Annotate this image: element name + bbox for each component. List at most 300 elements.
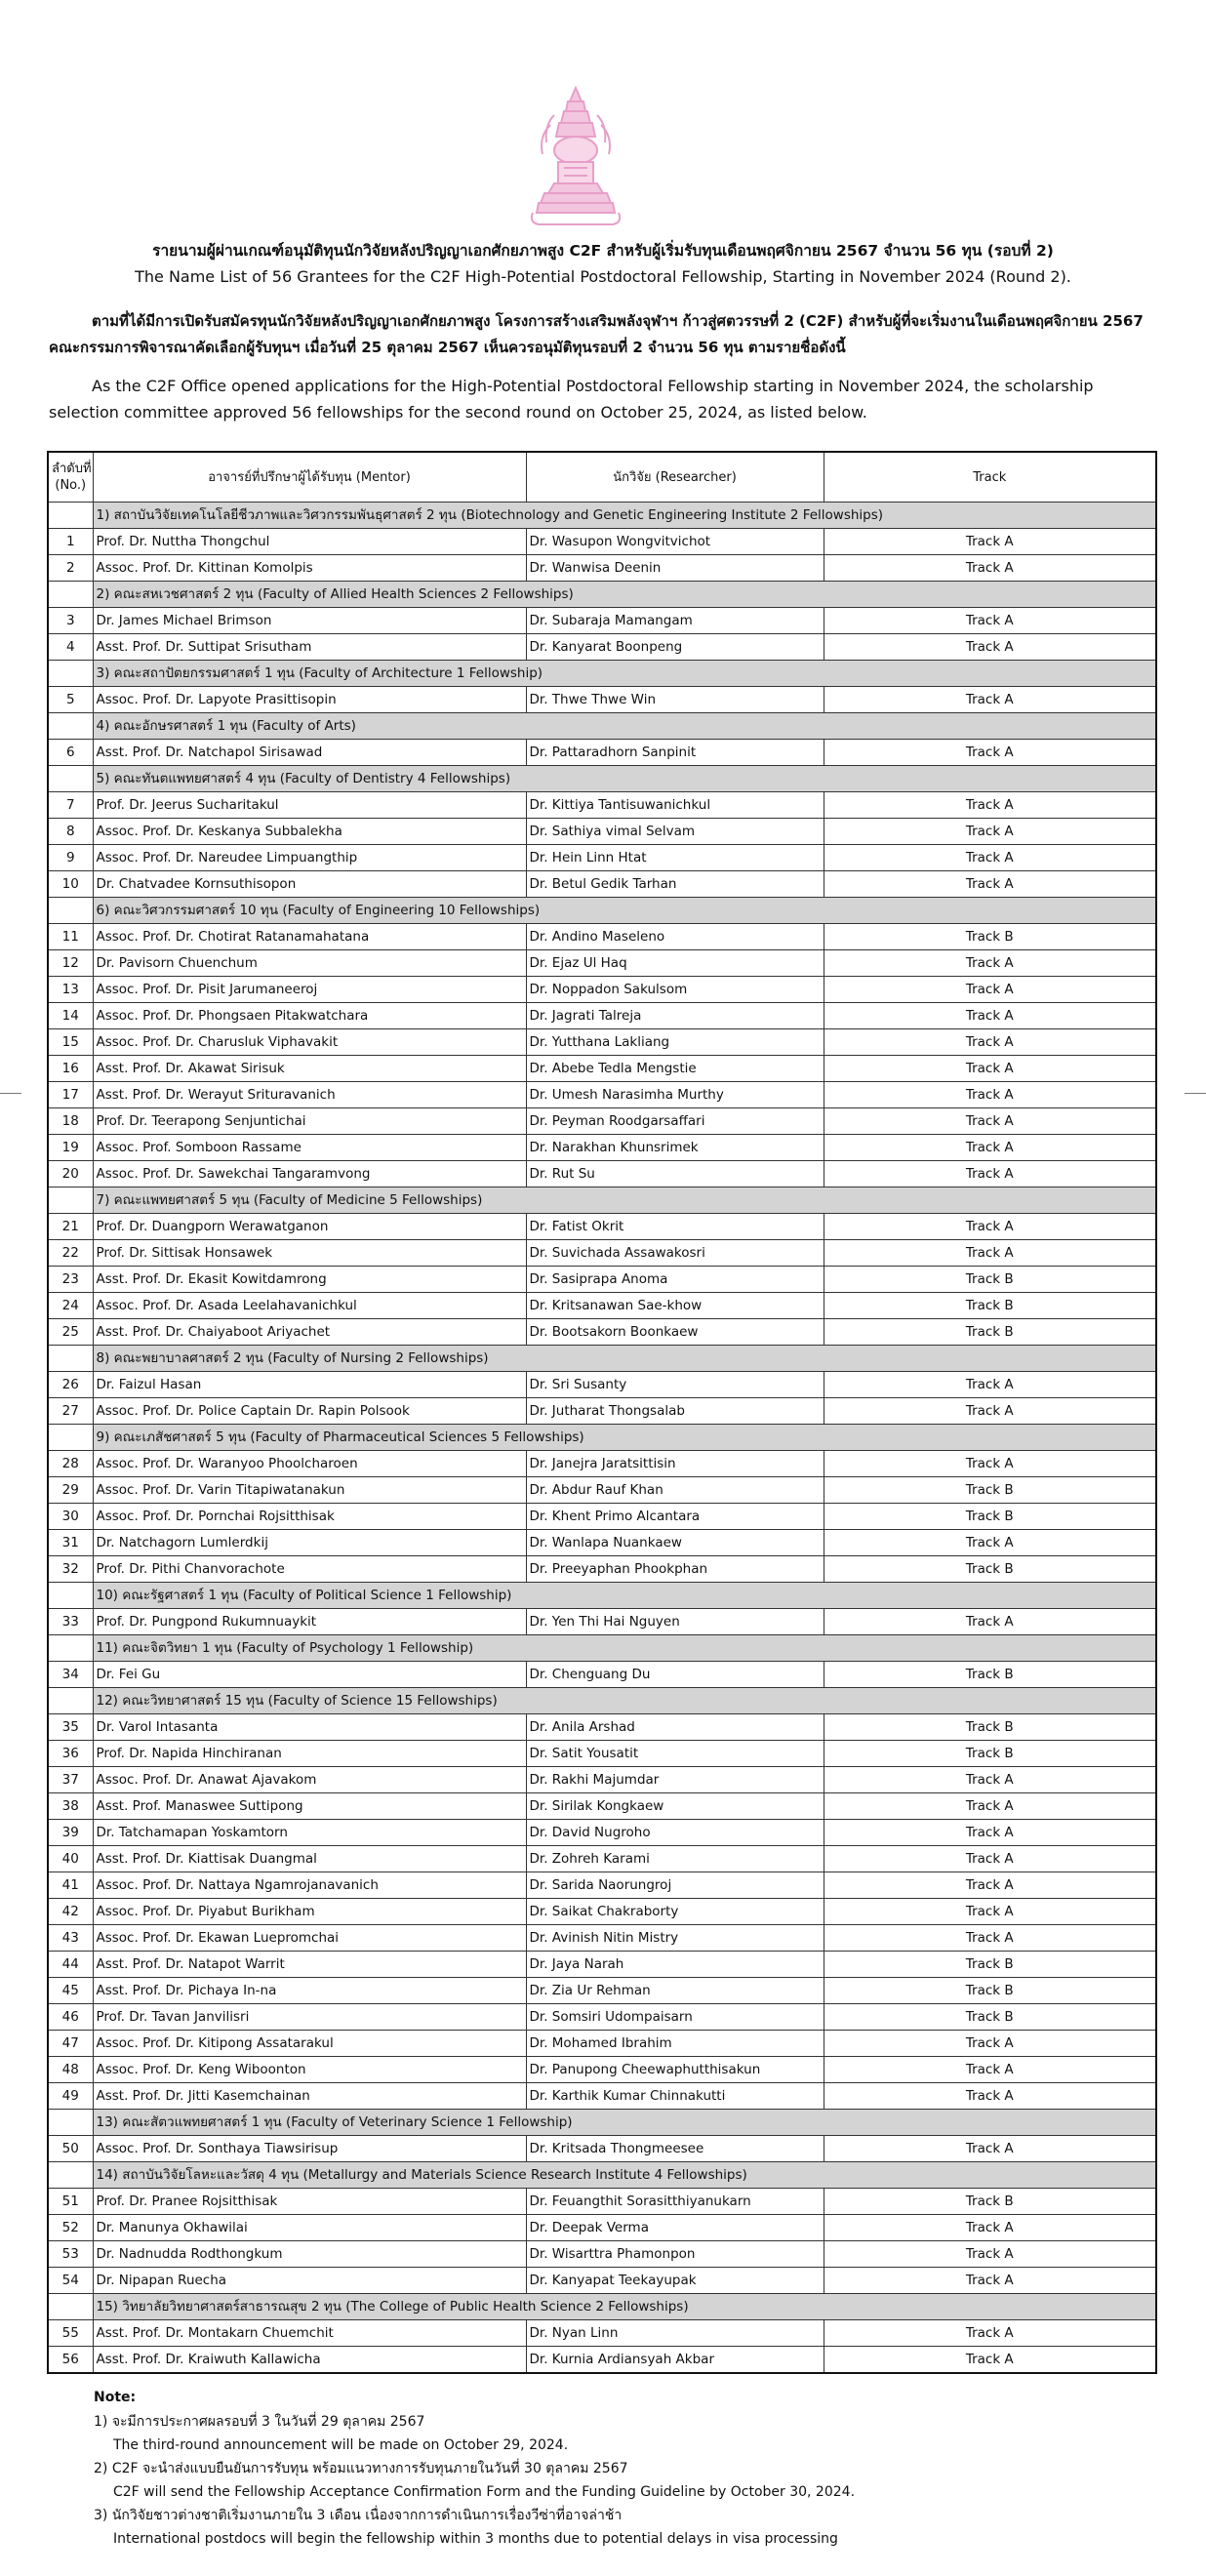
table-row xyxy=(48,1029,1156,1056)
track-value: Track A xyxy=(824,950,1156,977)
section-label: 11) คณะจิตวิทยา 1 ทุน (Faculty of Psychology 1 Fellowship) xyxy=(93,1635,1156,1662)
mentor-name: Asst. Prof. Dr. Jitti Kasemchainan xyxy=(93,2083,526,2110)
researcher-name: Dr. Rut Su xyxy=(526,1161,824,1187)
researcher-name: Dr. Sirilak Kongkaew xyxy=(526,1793,824,1820)
mentor-name: Assoc. Prof. Dr. Sonthaya Tiawsirisup xyxy=(93,2136,526,2162)
section-label: 13) คณะสัตวแพทยศาสตร์ 1 ทุน (Faculty of Veterinary Science 1 Fellowship) xyxy=(93,2110,1156,2136)
track-value: Track A xyxy=(824,1925,1156,1952)
track-value: Track B xyxy=(824,1293,1156,1319)
track-value: Track A xyxy=(824,871,1156,898)
table-row xyxy=(48,1741,1156,1767)
grantees-table xyxy=(47,451,1157,2374)
table-row xyxy=(48,1056,1156,1082)
mentor-name: Assoc. Prof. Somboon Rassame xyxy=(93,1135,526,1161)
table-header-row xyxy=(48,452,1156,503)
mentor-name: Assoc. Prof. Dr. Phongsaen Pitakwatchara xyxy=(93,1003,526,1029)
section-row xyxy=(48,661,1156,687)
section-row xyxy=(48,1583,1156,1609)
table-row xyxy=(48,1609,1156,1635)
row-number: 49 xyxy=(48,2083,93,2110)
researcher-name: Dr. Noppadon Sakulsom xyxy=(526,977,824,1003)
researcher-name: Dr. Preeyaphan Phookphan xyxy=(526,1556,824,1583)
researcher-name: Dr. Janejra Jaratsittisin xyxy=(526,1451,824,1477)
mentor-name: Assoc. Prof. Dr. Nattaya Ngamrojanavanich xyxy=(93,1872,526,1899)
row-number: 4 xyxy=(48,634,93,661)
mentor-name: Assoc. Prof. Dr. Police Captain Dr. Rapin Polsook xyxy=(93,1398,526,1425)
row-number: 50 xyxy=(48,2136,93,2162)
track-value: Track A xyxy=(824,555,1156,582)
table-row xyxy=(48,2083,1156,2110)
row-number: 25 xyxy=(48,1319,93,1346)
track-value: Track B xyxy=(824,2004,1156,2031)
track-value: Track A xyxy=(824,2241,1156,2268)
table-row xyxy=(48,1714,1156,1741)
track-value: Track A xyxy=(824,2057,1156,2083)
researcher-name: Dr. David Nugroho xyxy=(526,1820,824,1846)
table-row xyxy=(48,1978,1156,2004)
row-number: 9 xyxy=(48,845,93,871)
table-row xyxy=(48,2057,1156,2083)
row-number: 17 xyxy=(48,1082,93,1108)
header-no-thai: ลำดับที่ xyxy=(52,462,92,476)
table-row xyxy=(48,1530,1156,1556)
row-number: 34 xyxy=(48,1662,93,1688)
row-number: 14 xyxy=(48,1003,93,1029)
table-row xyxy=(48,1820,1156,1846)
mentor-name: Asst. Prof. Dr. Pichaya In-na xyxy=(93,1978,526,2004)
track-value: Track A xyxy=(824,1767,1156,1793)
track-value: Track B xyxy=(824,1504,1156,1530)
track-value: Track A xyxy=(824,1451,1156,1477)
section-label: 3) คณะสถาปัตยกรรมศาสตร์ 1 ทุน (Faculty of Architecture 1 Fellowship) xyxy=(93,661,1156,687)
row-number: 38 xyxy=(48,1793,93,1820)
table-row xyxy=(48,2004,1156,2031)
section-label: 1) สถาบันวิจัยเทคโนโลยีชีวภาพและวิศวกรรมพันธุศาสตร์ 2 ทุน (Biotechnology and Genetic Engineering Institute 2 Fellowships) xyxy=(93,503,1156,529)
notes-block xyxy=(94,2385,1069,2551)
row-number: 13 xyxy=(48,977,93,1003)
table-row xyxy=(48,1319,1156,1346)
mentor-name: Asst. Prof. Dr. Montakarn Chuemchit xyxy=(93,2320,526,2347)
table-row xyxy=(48,2136,1156,2162)
mentor-name: Asst. Prof. Dr. Natchapol Sirisawad xyxy=(93,740,526,766)
mentor-name: Assoc. Prof. Dr. Piyabut Burikham xyxy=(93,1899,526,1925)
row-number: 52 xyxy=(48,2215,93,2241)
table-row xyxy=(48,740,1156,766)
mentor-name: Prof. Dr. Nuttha Thongchul xyxy=(93,529,526,555)
mentor-name: Dr. Manunya Okhawilai xyxy=(93,2215,526,2241)
mentor-name: Prof. Dr. Pungpond Rukumnuaykit xyxy=(93,1609,526,1635)
row-number: 6 xyxy=(48,740,93,766)
section-number-cell xyxy=(48,1688,93,1714)
table-row xyxy=(48,1398,1156,1425)
row-number: 40 xyxy=(48,1846,93,1872)
row-number: 42 xyxy=(48,1899,93,1925)
track-value: Track A xyxy=(824,608,1156,634)
table-row xyxy=(48,1767,1156,1793)
mentor-name: Assoc. Prof. Dr. Keng Wiboonton xyxy=(93,2057,526,2083)
researcher-name: Dr. Narakhan Khunsrimek xyxy=(526,1135,824,1161)
researcher-name: Dr. Fatist Okrit xyxy=(526,1214,824,1240)
table-row xyxy=(48,1872,1156,1899)
track-value: Track A xyxy=(824,2031,1156,2057)
table-row xyxy=(48,1925,1156,1952)
researcher-name: Dr. Somsiri Udompaisarn xyxy=(526,2004,824,2031)
table-row xyxy=(48,1108,1156,1135)
section-label: 7) คณะแพทยศาสตร์ 5 ทุน (Faculty of Medicine 5 Fellowships) xyxy=(93,1187,1156,1214)
track-value: Track A xyxy=(824,1872,1156,1899)
row-number: 31 xyxy=(48,1530,93,1556)
table-row xyxy=(48,1003,1156,1029)
track-value: Track A xyxy=(824,1609,1156,1635)
row-number: 44 xyxy=(48,1952,93,1978)
row-number: 5 xyxy=(48,687,93,713)
mentor-name: Asst. Prof. Dr. Kraiwuth Kallawicha xyxy=(93,2347,526,2374)
mentor-name: Assoc. Prof. Dr. Kitipong Assatarakul xyxy=(93,2031,526,2057)
researcher-name: Dr. Sasiprapa Anoma xyxy=(526,1267,824,1293)
researcher-name: Dr. Abebe Tedla Mengstie xyxy=(526,1056,824,1082)
row-number: 27 xyxy=(48,1398,93,1425)
row-number: 33 xyxy=(48,1609,93,1635)
grantees-table-body xyxy=(48,503,1156,2374)
researcher-name: Dr. Satit Yousatit xyxy=(526,1741,824,1767)
intro-thai: ตามที่ได้มีการเปิดรับสมัครทุนนักวิจัยหลังปริญญาเอกศักยภาพสูง โครงการสร้างเสริมพลังจุฬาฯ ก้าวสู่ศตวรรษที่ 2 (C2F) สำหรับผู้ที่จะเริ่มงานในเดือนพฤศจิกายน 2567 คณะกรรมการพิจารณาคัดเลือกผู้รับทุนฯ เมื่อวันที่ 25 ตุลาคม 2567 เห็นควรอนุมัติทุนรอบที่ 2 จำนวน 56 ทุน ตามรายชื่อดังนี้ xyxy=(49,312,1144,356)
track-value: Track A xyxy=(824,977,1156,1003)
section-number-cell xyxy=(48,582,93,608)
track-value: Track A xyxy=(824,1530,1156,1556)
mentor-name: Dr. Chatvadee Kornsuthisopon xyxy=(93,871,526,898)
section-row xyxy=(48,1187,1156,1214)
row-number: 26 xyxy=(48,1372,93,1398)
table-row xyxy=(48,2215,1156,2241)
section-number-cell xyxy=(48,1635,93,1662)
track-value: Track B xyxy=(824,1267,1156,1293)
mentor-name: Assoc. Prof. Dr. Keskanya Subbalekha xyxy=(93,819,526,845)
section-label: 14) สถาบันวิจัยโลหะและวัสดุ 4 ทุน (Metallurgy and Materials Science Research Institute 4 Fellowships) xyxy=(93,2162,1156,2189)
researcher-name: Dr. Feuangthit Sorasitthiyanukarn xyxy=(526,2189,824,2215)
row-number: 2 xyxy=(48,555,93,582)
header-no-english: (No.) xyxy=(55,478,87,493)
track-value: Track B xyxy=(824,1714,1156,1741)
row-number: 21 xyxy=(48,1214,93,1240)
row-number: 7 xyxy=(48,792,93,819)
researcher-name: Dr. Jaya Narah xyxy=(526,1952,824,1978)
row-number: 3 xyxy=(48,608,93,634)
track-value: Track B xyxy=(824,1952,1156,1978)
table-row xyxy=(48,687,1156,713)
section-row xyxy=(48,713,1156,740)
mentor-name: Prof. Dr. Sittisak Honsawek xyxy=(93,1240,526,1267)
mentor-name: Prof. Dr. Pithi Chanvorachote xyxy=(93,1556,526,1583)
mentor-name: Assoc. Prof. Dr. Asada Leelahavanichkul xyxy=(93,1293,526,1319)
researcher-name: Dr. Pattaradhorn Sanpinit xyxy=(526,740,824,766)
track-value: Track B xyxy=(824,924,1156,950)
table-row xyxy=(48,634,1156,661)
mentor-name: Asst. Prof. Manaswee Suttipong xyxy=(93,1793,526,1820)
section-label: 12) คณะวิทยาศาสตร์ 15 ทุน (Faculty of Science 15 Fellowships) xyxy=(93,1688,1156,1714)
mentor-name: Assoc. Prof. Dr. Varin Titapiwatanakun xyxy=(93,1477,526,1504)
mentor-name: Assoc. Prof. Dr. Chotirat Ratanamahatana xyxy=(93,924,526,950)
mentor-name: Assoc. Prof. Dr. Kittinan Komolpis xyxy=(93,555,526,582)
table-row xyxy=(48,1846,1156,1872)
researcher-name: Dr. Wisarttra Phamonpon xyxy=(526,2241,824,2268)
mentor-name: Prof. Dr. Duangporn Werawatganon xyxy=(93,1214,526,1240)
section-label: 6) คณะวิศวกรรมศาสตร์ 10 ทุน (Faculty of Engineering 10 Fellowships) xyxy=(93,898,1156,924)
row-number: 41 xyxy=(48,1872,93,1899)
table-row xyxy=(48,924,1156,950)
researcher-name: Dr. Kanyapat Teekayupak xyxy=(526,2268,824,2294)
track-value: Track A xyxy=(824,1214,1156,1240)
track-value: Track B xyxy=(824,1556,1156,1583)
researcher-name: Dr. Sri Susanty xyxy=(526,1372,824,1398)
table-row xyxy=(48,977,1156,1003)
track-value: Track A xyxy=(824,2347,1156,2374)
researcher-name: Dr. Andino Maseleno xyxy=(526,924,824,950)
researcher-name: Dr. Mohamed Ibrahim xyxy=(526,2031,824,2057)
table-row xyxy=(48,1267,1156,1293)
row-number: 30 xyxy=(48,1504,93,1530)
table-row xyxy=(48,2268,1156,2294)
section-number-cell xyxy=(48,2162,93,2189)
section-row xyxy=(48,898,1156,924)
mentor-name: Assoc. Prof. Dr. Lapyote Prasittisopin xyxy=(93,687,526,713)
section-label: 4) คณะอักษรศาสตร์ 1 ทุน (Faculty of Arts) xyxy=(93,713,1156,740)
table-row xyxy=(48,1372,1156,1398)
section-label: 10) คณะรัฐศาสตร์ 1 ทุน (Faculty of Political Science 1 Fellowship) xyxy=(93,1583,1156,1609)
section-number-cell xyxy=(48,2294,93,2320)
university-emblem-icon xyxy=(525,86,626,228)
track-value: Track A xyxy=(824,1082,1156,1108)
track-value: Track A xyxy=(824,1161,1156,1187)
row-number: 54 xyxy=(48,2268,93,2294)
mentor-name: Dr. Nipapan Ruecha xyxy=(93,2268,526,2294)
track-value: Track B xyxy=(824,1477,1156,1504)
mentor-name: Dr. Natchagorn Lumlerdkij xyxy=(93,1530,526,1556)
researcher-name: Dr. Deepak Verma xyxy=(526,2215,824,2241)
researcher-name: Dr. Yen Thi Hai Nguyen xyxy=(526,1609,824,1635)
left-margin-mark xyxy=(0,1093,21,1094)
table-row xyxy=(48,792,1156,819)
researcher-name: Dr. Nyan Linn xyxy=(526,2320,824,2347)
table-row xyxy=(48,950,1156,977)
researcher-name: Dr. Umesh Narasimha Murthy xyxy=(526,1082,824,1108)
note-2-english: C2F will send the Fellowship Acceptance Confirmation Form and the Funding Guideline by October 30, 2024. xyxy=(113,2484,856,2500)
note-3-english: International postdocs will begin the fellowship within 3 months due to potential delays in visa processing xyxy=(113,2531,838,2547)
section-row xyxy=(48,2110,1156,2136)
track-value: Track A xyxy=(824,529,1156,555)
table-row xyxy=(48,1477,1156,1504)
track-value: Track A xyxy=(824,1003,1156,1029)
mentor-name: Prof. Dr. Napida Hinchiranan xyxy=(93,1741,526,1767)
table-row xyxy=(48,1504,1156,1530)
row-number: 23 xyxy=(48,1267,93,1293)
researcher-name: Dr. Abdur Rauf Khan xyxy=(526,1477,824,1504)
row-number: 36 xyxy=(48,1741,93,1767)
table-row xyxy=(48,1952,1156,1978)
track-value: Track A xyxy=(824,634,1156,661)
section-number-cell xyxy=(48,661,93,687)
track-value: Track A xyxy=(824,792,1156,819)
track-value: Track A xyxy=(824,1846,1156,1872)
mentor-name: Assoc. Prof. Dr. Ekawan Luepromchai xyxy=(93,1925,526,1952)
section-label: 15) วิทยาลัยวิทยาศาสตร์สาธารณสุข 2 ทุน (The College of Public Health Science 2 Fellowships) xyxy=(93,2294,1156,2320)
track-value: Track B xyxy=(824,1662,1156,1688)
researcher-name: Dr. Wasupon Wongvitvichot xyxy=(526,529,824,555)
row-number: 10 xyxy=(48,871,93,898)
table-row xyxy=(48,819,1156,845)
row-number: 51 xyxy=(48,2189,93,2215)
track-value: Track A xyxy=(824,2320,1156,2347)
researcher-name: Dr. Betul Gedik Tarhan xyxy=(526,871,824,898)
mentor-name: Assoc. Prof. Dr. Pisit Jarumaneeroj xyxy=(93,977,526,1003)
track-value: Track A xyxy=(824,1240,1156,1267)
researcher-name: Dr. Kanyarat Boonpeng xyxy=(526,634,824,661)
track-value: Track A xyxy=(824,1029,1156,1056)
mentor-name: Dr. Tatchamapan Yoskamtorn xyxy=(93,1820,526,1846)
researcher-name: Dr. Jagrati Talreja xyxy=(526,1003,824,1029)
table-row xyxy=(48,1662,1156,1688)
header-researcher: นักวิจัย (Researcher) xyxy=(526,452,824,503)
track-value: Track A xyxy=(824,819,1156,845)
row-number: 12 xyxy=(48,950,93,977)
section-number-cell xyxy=(48,503,93,529)
researcher-name: Dr. Kittiya Tantisuwanichkul xyxy=(526,792,824,819)
mentor-name: Asst. Prof. Dr. Ekasit Kowitdamrong xyxy=(93,1267,526,1293)
track-value: Track A xyxy=(824,2268,1156,2294)
table-row xyxy=(48,1214,1156,1240)
mentor-name: Prof. Dr. Jeerus Sucharitakul xyxy=(93,792,526,819)
row-number: 19 xyxy=(48,1135,93,1161)
row-number: 47 xyxy=(48,2031,93,2057)
row-number: 43 xyxy=(48,1925,93,1952)
row-number: 28 xyxy=(48,1451,93,1477)
section-row xyxy=(48,582,1156,608)
row-number: 8 xyxy=(48,819,93,845)
table-row xyxy=(48,871,1156,898)
mentor-name: Asst. Prof. Dr. Natapot Warrit xyxy=(93,1952,526,1978)
note-3-thai: 3) นักวิจัยชาวต่างชาติเริ่มงานภายใน 3 เดือน เนื่องจากการดำเนินการเรื่องวีซ่าที่อาจล่าช้า xyxy=(94,2508,623,2523)
right-margin-mark xyxy=(1185,1093,1206,1094)
section-row xyxy=(48,2162,1156,2189)
section-row xyxy=(48,1346,1156,1372)
track-value: Track B xyxy=(824,2189,1156,2215)
researcher-name: Dr. Anila Arshad xyxy=(526,1714,824,1741)
track-value: Track A xyxy=(824,740,1156,766)
mentor-name: Dr. Faizul Hasan xyxy=(93,1372,526,1398)
track-value: Track B xyxy=(824,1319,1156,1346)
row-number: 46 xyxy=(48,2004,93,2031)
section-row xyxy=(48,1688,1156,1714)
researcher-name: Dr. Khent Primo Alcantara xyxy=(526,1504,824,1530)
section-label: 5) คณะทันตแพทยศาสตร์ 4 ทุน (Faculty of Dentistry 4 Fellowships) xyxy=(93,766,1156,792)
intro-english: As the C2F Office opened applications for the High-Potential Postdoctoral Fellowship starting in November 2024, the scholarship selection committee approved 56 fellowships for the second round on October 25, 2024, as listed below. xyxy=(49,377,1094,422)
track-value: Track A xyxy=(824,687,1156,713)
row-number: 53 xyxy=(48,2241,93,2268)
researcher-name: Dr. Karthik Kumar Chinnakutti xyxy=(526,2083,824,2110)
header-no xyxy=(48,452,93,503)
track-value: Track B xyxy=(824,1741,1156,1767)
note-2-thai: 2) C2F จะนำส่งแบบยืนยันการรับทุน พร้อมแนวทางการรับทุนภายในวันที่ 30 ตุลาคม 2567 xyxy=(94,2461,628,2476)
mentor-name: Assoc. Prof. Dr. Nareudee Limpuangthip xyxy=(93,845,526,871)
researcher-name: Dr. Ejaz Ul Haq xyxy=(526,950,824,977)
row-number: 39 xyxy=(48,1820,93,1846)
row-number: 32 xyxy=(48,1556,93,1583)
track-value: Track A xyxy=(824,1372,1156,1398)
notes-title: Note: xyxy=(94,2390,137,2405)
researcher-name: Dr. Kritsada Thongmeesee xyxy=(526,2136,824,2162)
row-number: 11 xyxy=(48,924,93,950)
note-1-thai: 1) จะมีการประกาศผลรอบที่ 3 ในวันที่ 29 ตุลาคม 2567 xyxy=(94,2414,425,2430)
section-label: 8) คณะพยาบาลศาสตร์ 2 ทุน (Faculty of Nursing 2 Fellowships) xyxy=(93,1346,1156,1372)
track-value: Track A xyxy=(824,1820,1156,1846)
row-number: 48 xyxy=(48,2057,93,2083)
row-number: 55 xyxy=(48,2320,93,2347)
researcher-name: Dr. Avinish Nitin Mistry xyxy=(526,1925,824,1952)
table-row xyxy=(48,2031,1156,2057)
header-track: Track xyxy=(824,452,1156,503)
researcher-name: Dr. Zia Ur Rehman xyxy=(526,1978,824,2004)
mentor-name: Assoc. Prof. Dr. Charusluk Viphavakit xyxy=(93,1029,526,1056)
section-number-cell xyxy=(48,766,93,792)
row-number: 18 xyxy=(48,1108,93,1135)
table-row xyxy=(48,1240,1156,1267)
table-row xyxy=(48,1793,1156,1820)
researcher-name: Dr. Saikat Chakraborty xyxy=(526,1899,824,1925)
researcher-name: Dr. Kurnia Ardiansyah Akbar xyxy=(526,2347,824,2374)
row-number: 24 xyxy=(48,1293,93,1319)
table-row xyxy=(48,1135,1156,1161)
mentor-name: Assoc. Prof. Dr. Waranyoo Phoolcharoen xyxy=(93,1451,526,1477)
mentor-name: Asst. Prof. Dr. Werayut Srituravanich xyxy=(93,1082,526,1108)
section-label: 2) คณะสหเวชศาสตร์ 2 ทุน (Faculty of Allied Health Sciences 2 Fellowships) xyxy=(93,582,1156,608)
researcher-name: Dr. Chenguang Du xyxy=(526,1662,824,1688)
mentor-name: Asst. Prof. Dr. Akawat Sirisuk xyxy=(93,1056,526,1082)
row-number: 20 xyxy=(48,1161,93,1187)
researcher-name: Dr. Hein Linn Htat xyxy=(526,845,824,871)
researcher-name: Dr. Sathiya vimal Selvam xyxy=(526,819,824,845)
mentor-name: Assoc. Prof. Dr. Sawekchai Tangaramvong xyxy=(93,1161,526,1187)
researcher-name: Dr. Thwe Thwe Win xyxy=(526,687,824,713)
table-row xyxy=(48,2347,1156,2374)
table-row xyxy=(48,529,1156,555)
table-row xyxy=(48,1293,1156,1319)
researcher-name: Dr. Zohreh Karami xyxy=(526,1846,824,1872)
note-1-english: The third-round announcement will be made on October 29, 2024. xyxy=(113,2437,569,2453)
mentor-name: Dr. James Michael Brimson xyxy=(93,608,526,634)
mentor-name: Assoc. Prof. Dr. Pornchai Rojsitthisak xyxy=(93,1504,526,1530)
mentor-name: Prof. Dr. Tavan Janvilisri xyxy=(93,2004,526,2031)
section-row xyxy=(48,1635,1156,1662)
researcher-name: Dr. Kritsanawan Sae-khow xyxy=(526,1293,824,1319)
researcher-name: Dr. Subaraja Mamangam xyxy=(526,608,824,634)
row-number: 29 xyxy=(48,1477,93,1504)
track-value: Track A xyxy=(824,845,1156,871)
researcher-name: Dr. Wanwisa Deenin xyxy=(526,555,824,582)
table-row xyxy=(48,2189,1156,2215)
track-value: Track A xyxy=(824,2083,1156,2110)
researcher-name: Dr. Yutthana Lakliang xyxy=(526,1029,824,1056)
section-number-cell xyxy=(48,898,93,924)
section-number-cell xyxy=(48,1346,93,1372)
researcher-name: Dr. Bootsakorn Boonkaew xyxy=(526,1319,824,1346)
mentor-name: Dr. Varol Intasanta xyxy=(93,1714,526,1741)
section-label: 9) คณะเภสัชศาสตร์ 5 ทุน (Faculty of Pharmaceutical Sciences 5 Fellowships) xyxy=(93,1425,1156,1451)
title-thai: รายนามผู้ผ่านเกณฑ์อนุมัติทุนนักวิจัยหลังปริญญาเอกศักยภาพสูง C2F สำหรับผู้เริ่มรับทุนเดือนพฤศจิกายน 2567 จำนวน 56 ทุน (รอบที่ 2) xyxy=(152,242,1054,260)
researcher-name: Dr. Panupong Cheewaphutthisakun xyxy=(526,2057,824,2083)
section-row xyxy=(48,766,1156,792)
row-number: 1 xyxy=(48,529,93,555)
section-row xyxy=(48,2294,1156,2320)
mentor-name: Asst. Prof. Dr. Chaiyaboot Ariyachet xyxy=(93,1319,526,1346)
